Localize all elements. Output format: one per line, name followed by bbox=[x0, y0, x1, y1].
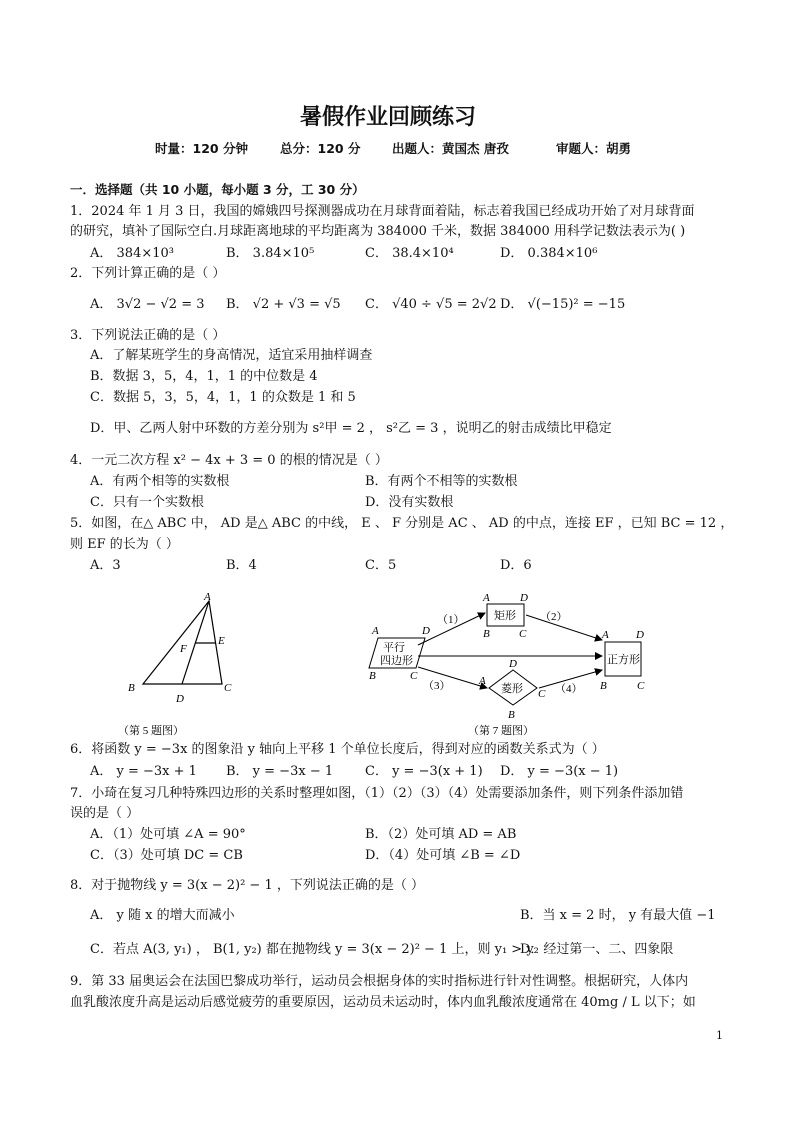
question-stem: 血乳酸浓度升高是运动后感觉疲劳的重要原因，运动员未运动时，体内血乳酸浓度通常在 40mg / L 以下；如 bbox=[70, 995, 696, 1010]
parallelogram-label-line1: 平行 bbox=[383, 642, 405, 654]
section-heading: 一．选择题（共 10 小题，每小题 3 分，工 30 分） bbox=[70, 182, 365, 197]
point-e-label: E bbox=[218, 635, 225, 647]
figure-5-triangle bbox=[118, 591, 232, 737]
vertex-b-label: B bbox=[128, 682, 135, 694]
option-d: D． √(−15)² = −15 bbox=[500, 297, 626, 312]
option-a: A． y 随 x 的增大而减小 bbox=[90, 908, 235, 923]
option-b: B． √2 + √3 = √5 bbox=[226, 297, 341, 312]
step-4-label: （4） bbox=[555, 683, 583, 695]
total-score: 总分：120 分 bbox=[280, 141, 361, 156]
figure-7-diagram bbox=[369, 592, 645, 737]
exam-duration: 时量：120 分钟 bbox=[155, 141, 248, 156]
option-c: C．若点 A(3, y₁) ， B(1, y₂) 都在抛物线 y = 3(x − 2)² − 1 上，则 y₁ > y₂ bbox=[90, 942, 539, 957]
point-f-label: F bbox=[180, 643, 187, 655]
square-label: 正方形 bbox=[607, 654, 640, 666]
question-stem: 9．第 33 届奥运会在法国巴黎成功举行，运动员会根据身体的实时指标进行针对性调整。根据研究，人体内 bbox=[70, 974, 689, 989]
option-c: C．5 bbox=[365, 558, 397, 573]
vertex-c-label: C bbox=[224, 682, 232, 694]
question-stem: 则 EF 的长为（ ） bbox=[70, 537, 179, 552]
option-d: D．6 bbox=[500, 558, 532, 573]
question-stem: 的研究，填补了国际空白.月球距离地球的平均距离为 384000 千米，数据 384000 用科学记数法表示为( ) bbox=[70, 224, 686, 239]
question-stem: 6．将函数 y = −3x 的图象沿 y 轴向上平移 1 个单位长度后，得到对应的函数关系式为（ ） bbox=[70, 742, 605, 757]
option-a: A． 3√2 − √2 = 3 bbox=[90, 297, 205, 312]
pgram-b-label: B bbox=[369, 670, 376, 682]
question-stem: 1．2024 年 1 月 3 日，我国的嫦娥四号探测器成功在月球背面着陆，标志着我国已经成功开始了对月球背面 bbox=[70, 204, 695, 219]
option-c: C． y = −3(x + 1) bbox=[365, 764, 483, 779]
question-stem: 7．小琦在复习几种特殊四边形的关系时整理如图，（1）（2）（3）（4）处需要添加条件，则下列条件添加错 bbox=[70, 786, 684, 801]
option-b: B．当 x = 2 时， y 有最大值 −1 bbox=[520, 908, 716, 923]
option-a: A． y = −3x + 1 bbox=[90, 764, 197, 779]
square-c-label: C bbox=[637, 680, 645, 692]
figure-5-caption: （第 5 题图） bbox=[118, 725, 184, 737]
option-a: A．了解某班学生的身高情况，适宜采用抽样调查 bbox=[90, 348, 373, 363]
question-stem: 2．下列计算正确的是（ ） bbox=[70, 266, 226, 281]
option-b: B．有两个不相等的实数根 bbox=[365, 474, 518, 489]
pgram-a-label: A bbox=[372, 625, 379, 637]
option-c: C． 38.4×10⁴ bbox=[365, 246, 454, 261]
step-1-label: （1） bbox=[437, 614, 465, 626]
option-c: C．只有一个实数根 bbox=[90, 495, 204, 510]
figure-7-caption: （第 7 题图） bbox=[468, 725, 534, 737]
parallelogram-label-line2: 四边形 bbox=[380, 655, 413, 667]
option-a: A． 384×10³ bbox=[90, 246, 174, 261]
square-d-label: D bbox=[636, 629, 644, 641]
option-b: B．（2）处可填 AD = AB bbox=[365, 827, 517, 842]
rhombus-d-label: D bbox=[509, 658, 517, 670]
question-stem: 误的是（ ） bbox=[70, 806, 140, 821]
question-authors: 出题人：黄国杰 唐孜 bbox=[392, 141, 509, 156]
point-d-label: D bbox=[176, 693, 184, 705]
option-b: B． y = −3x − 1 bbox=[226, 764, 334, 779]
option-a: A．（1）处可填 ∠A = 90° bbox=[90, 827, 246, 842]
vertex-a-label: A bbox=[204, 591, 211, 603]
pgram-c-label: C bbox=[410, 670, 418, 682]
option-d: D． y = −3(x − 1) bbox=[500, 764, 619, 779]
page-number: 1 bbox=[716, 1029, 723, 1042]
option-c: C． √40 ÷ √5 = 2√2 bbox=[365, 297, 497, 312]
option-d: D．（4）处可填 ∠B = ∠D bbox=[365, 848, 521, 863]
option-d: D．经过第一、二、四象限 bbox=[520, 942, 674, 957]
option-b: B．4 bbox=[226, 558, 257, 573]
question-stem: 5．如图，在△ ABC 中， AD 是△ ABC 的中线， E 、 F 分别是 AC 、 AD 的中点，连接 EF ，已知 BC = 12 ， bbox=[70, 516, 734, 531]
rect-b-label: B bbox=[483, 628, 490, 640]
rect-d-label: D bbox=[520, 592, 528, 604]
rhombus-a-label: A bbox=[479, 675, 486, 687]
reviewer: 审题人：胡勇 bbox=[556, 141, 632, 156]
option-d: D． 0.384×10⁶ bbox=[500, 246, 598, 261]
question-stem: 8．对于抛物线 y = 3(x − 2)² − 1 ，下列说法正确的是（ ） bbox=[70, 878, 424, 893]
option-b: B．数据 3，5，4，1，1 的中位数是 4 bbox=[90, 369, 318, 384]
square-a-label: A bbox=[602, 629, 609, 641]
rectangle-label: 矩形 bbox=[494, 610, 516, 622]
option-a: A．有两个相等的实数根 bbox=[90, 474, 230, 489]
rect-c-label: C bbox=[519, 628, 527, 640]
rect-a-label: A bbox=[483, 592, 490, 604]
step-3-label: （3） bbox=[423, 680, 451, 692]
step-2-label: （2） bbox=[540, 611, 568, 623]
pgram-d-label: D bbox=[422, 625, 430, 637]
question-stem: 3．下列说法正确的是（ ） bbox=[70, 328, 226, 343]
question-stem: 4．一元二次方程 x² − 4x + 3 = 0 的根的情况是（ ） bbox=[70, 453, 388, 468]
rhombus-label: 菱形 bbox=[501, 683, 523, 695]
option-c: C．数据 5，3，5，4，1，1 的众数是 1 和 5 bbox=[90, 390, 356, 405]
option-d: D．甲、乙两人射中环数的方差分别为 s²甲 = 2 ， s²乙 = 3 ，说明乙的射击成绩比甲稳定 bbox=[90, 421, 612, 436]
option-a: A．3 bbox=[90, 558, 121, 573]
option-d: D．没有实数根 bbox=[365, 495, 454, 510]
option-b: B． 3.84×10⁵ bbox=[226, 246, 315, 261]
square-b-label: B bbox=[600, 680, 607, 692]
rhombus-c-label: C bbox=[538, 688, 546, 700]
page-title: 暑假作业回顾练习 bbox=[300, 105, 477, 130]
rhombus-b-label: B bbox=[508, 709, 515, 721]
option-c: C．（3）处可填 DC = CB bbox=[90, 848, 243, 863]
